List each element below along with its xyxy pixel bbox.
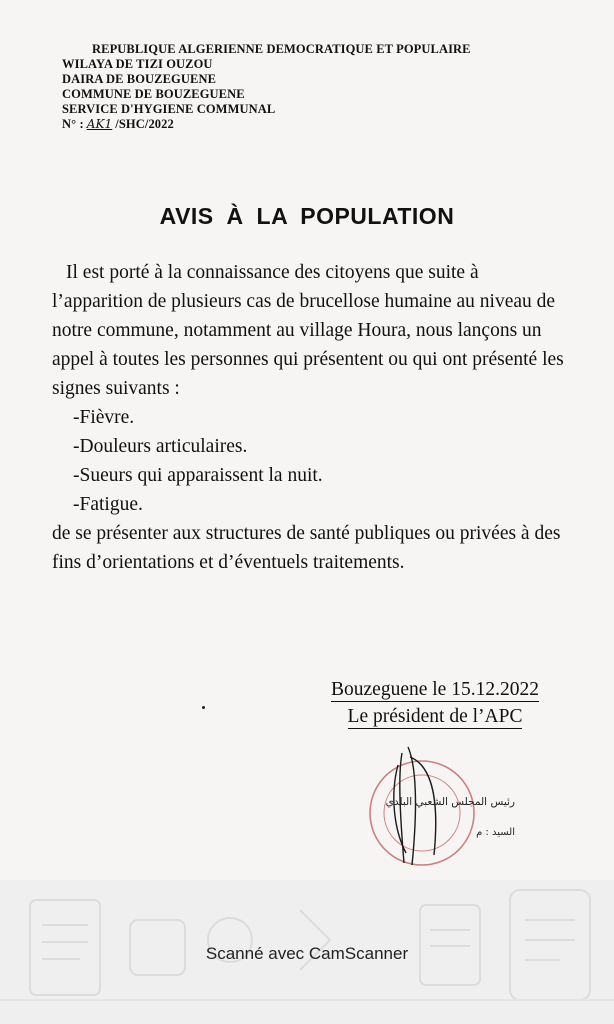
symptom-item: -Sueurs qui apparaissent la nuit.: [73, 465, 323, 486]
header-daira: DAIRA DE BOUZEGUENE: [62, 72, 217, 86]
ink-dot: [202, 706, 205, 709]
signature-block: [300, 676, 570, 730]
closing-paragraph: de se présenter aux structures de santé publiques ou privées à des fins d’orientations et d’éventuels traitements.: [52, 523, 561, 573]
symptom-item: -Fièvre.: [73, 407, 135, 428]
ref-prefix: N° :: [62, 117, 84, 131]
official-stamp: [360, 735, 560, 875]
header-service: SERVICE D'HYGIENE COMMUNAL: [62, 102, 276, 116]
header-republic: REPUBLIQUE ALGERIENNE DEMOCRATIQUE ET POPULAIRE: [92, 42, 471, 56]
header-reference: [62, 117, 562, 132]
ref-handwritten-number: AK1: [86, 117, 113, 131]
notice-body: [52, 258, 572, 577]
stamp-text-name: السيد : م: [476, 827, 515, 838]
symptom-item: -Fatigue.: [73, 494, 143, 515]
watermark-text: Scanné avec CamScanner: [205, 944, 409, 963]
header-wilaya: WILAYA DE TIZI OUZOU: [62, 57, 213, 71]
stamp-text-title: رئيس المجلس الشعبي البلدي: [385, 796, 515, 808]
ref-suffix: /SHC/2022: [115, 117, 174, 131]
intro-paragraph: Il est porté à la connaissance des citoyens que suite à l’apparition de plusieurs cas de brucellose humaine au niveau de notre commune, notamment au village Houra, nous lançons un appel à toutes les personnes qui présentent ou qui ont présenté les signes suivants :: [52, 262, 564, 399]
page-title: AVIS À LA POPULATION: [159, 203, 455, 229]
stamp-seal: [370, 761, 474, 865]
symptom-item: -Douleurs articulaires.: [73, 436, 248, 457]
header-commune: COMMUNE DE BOUZEGUENE: [62, 87, 245, 101]
document-header: [62, 42, 562, 132]
place-date: Bouzeguene le 15.12.2022: [331, 679, 539, 700]
signatory-role: Le président de l’APC: [347, 706, 523, 727]
